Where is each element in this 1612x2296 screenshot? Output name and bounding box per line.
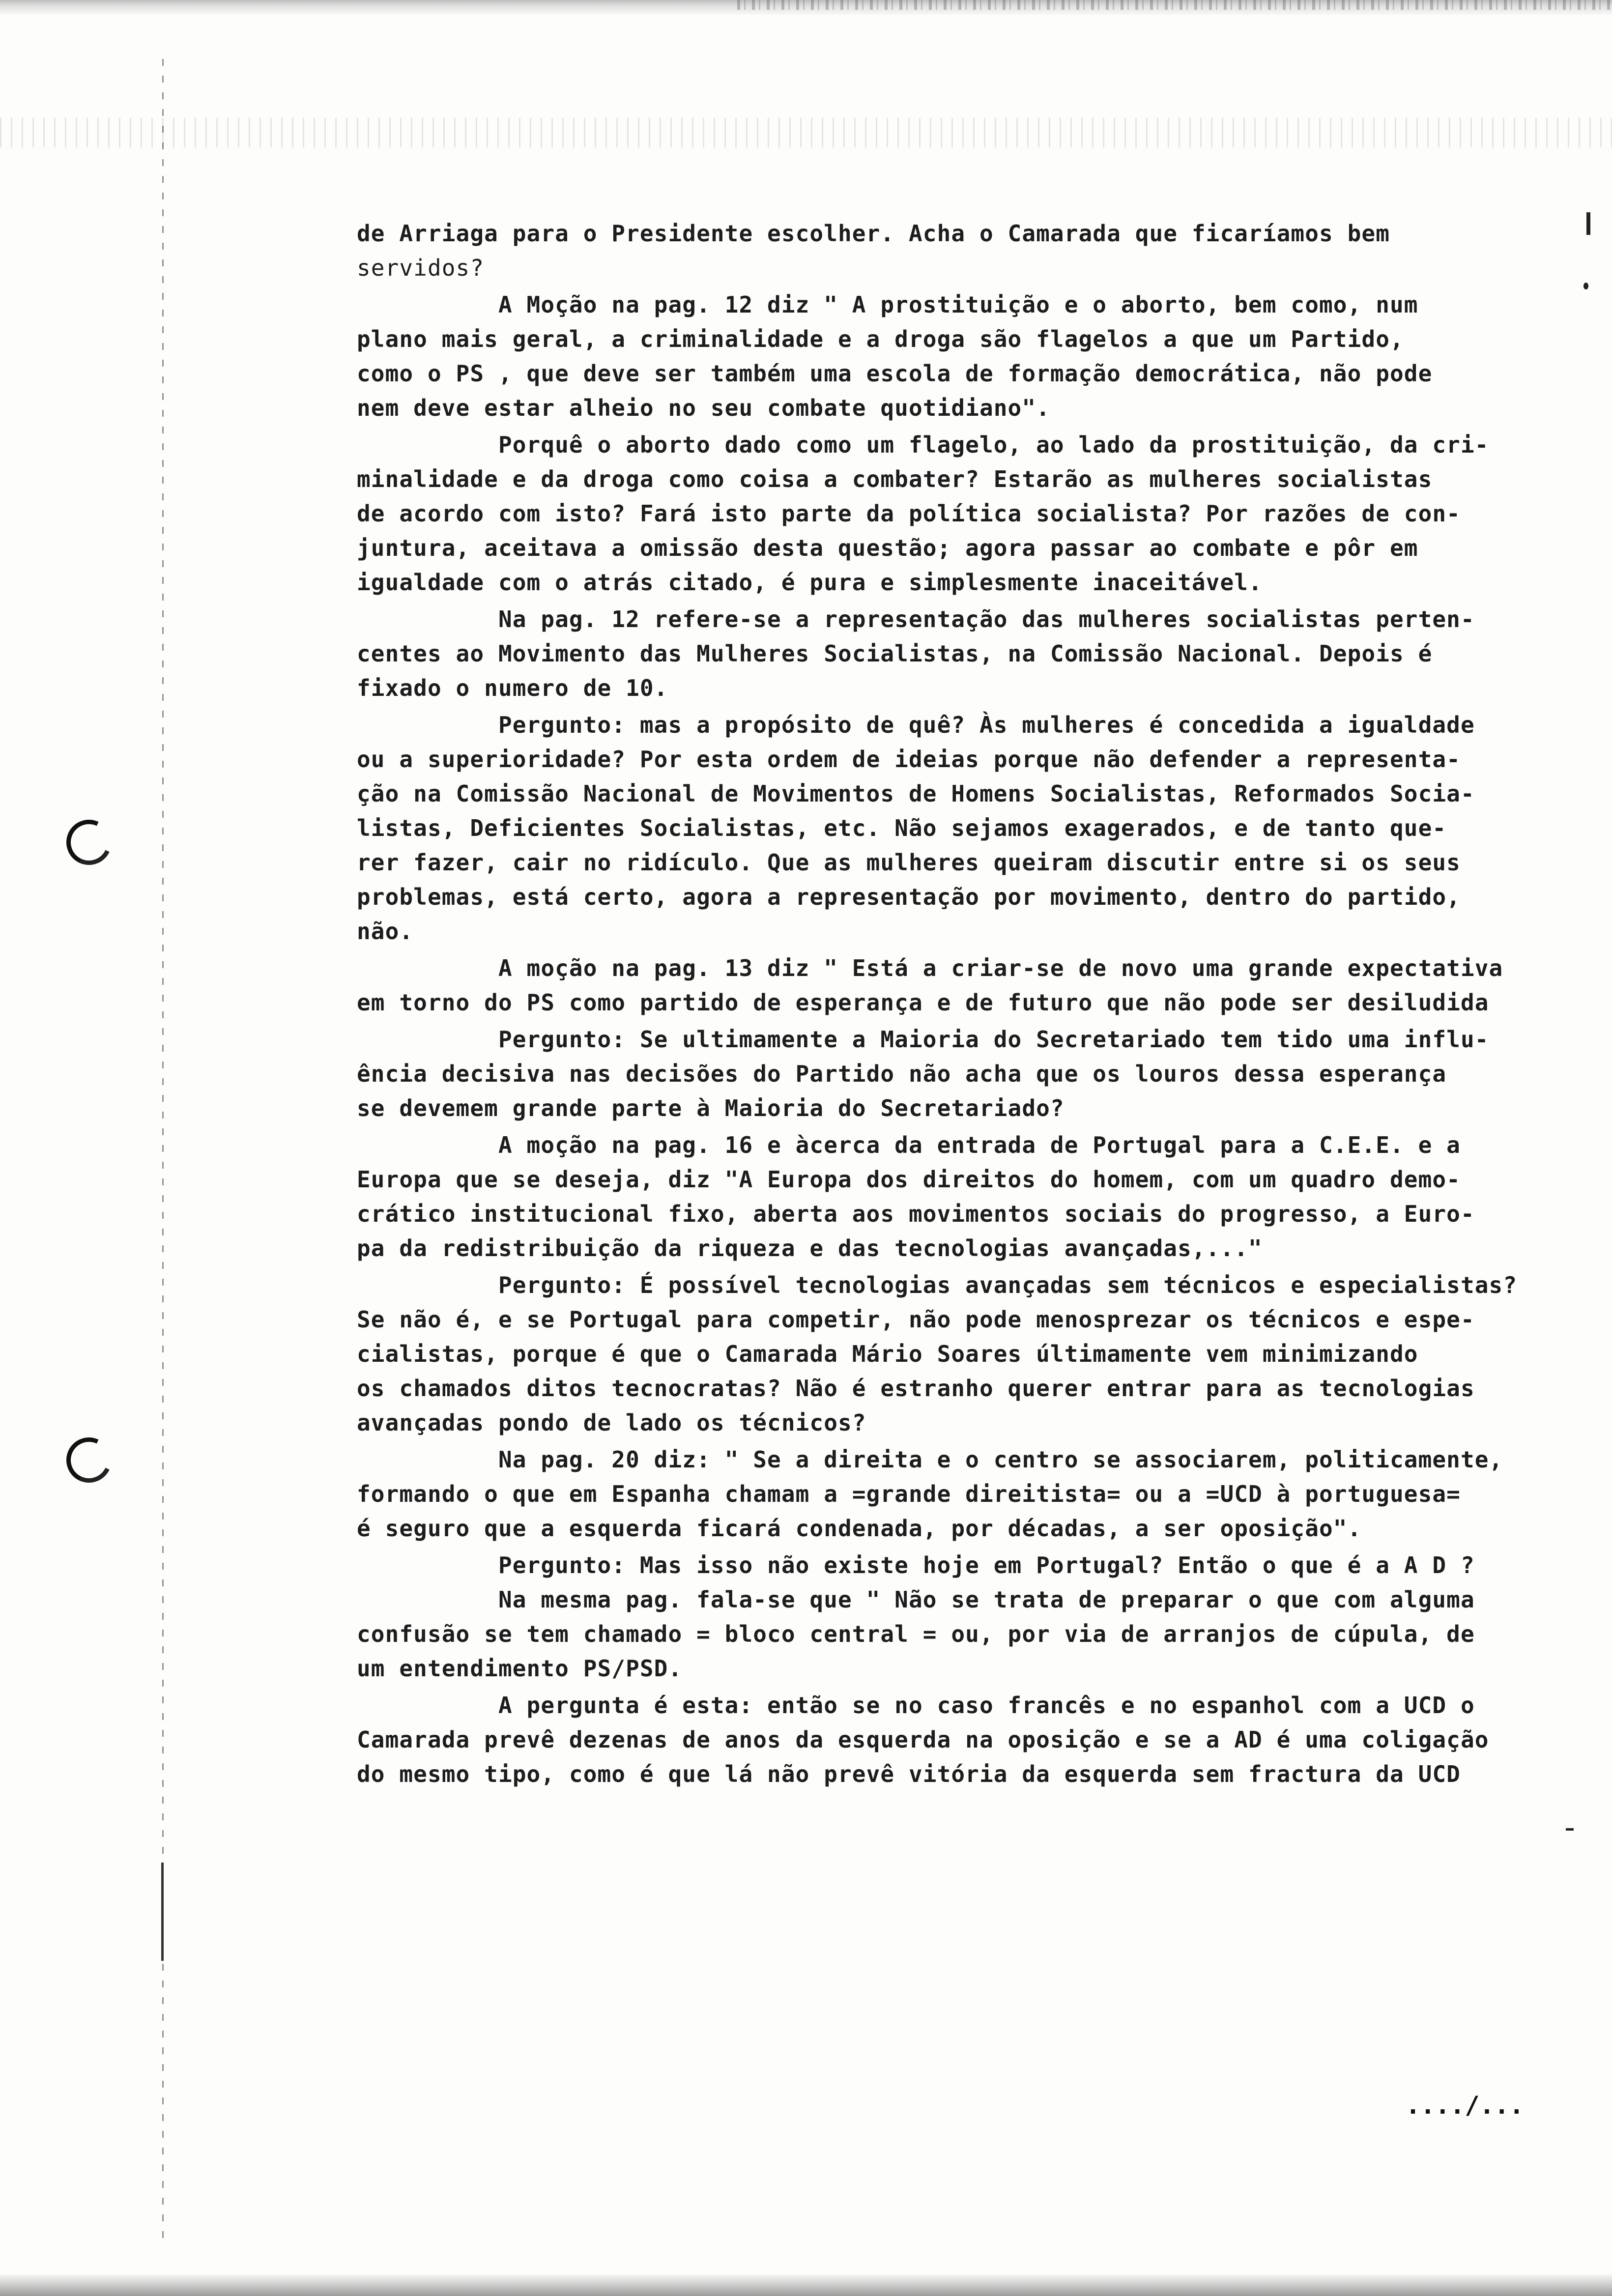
text-line: como o PS , que deve ser também uma escola de formação democrática, não pode xyxy=(357,360,1433,387)
text-line: Na mesma pag. fala-se que " Não se trata de preparar o que com alguma xyxy=(357,1586,1475,1613)
text-line: plano mais geral, a criminalidade e a droga são flagelos a que um Partido, xyxy=(357,326,1404,352)
text-line: os chamados ditos tecnocratas? Não é estranho querer entrar para as tecnologias xyxy=(357,1375,1475,1402)
text-line: Pergunto: Mas isso não existe hoje em Portugal? Então o que é a A D ? xyxy=(357,1552,1475,1578)
text-line: cialistas, porque é que o Camarada Mário Soares últimamente vem minimizando xyxy=(357,1341,1418,1367)
text-line: confusão se tem chamado = bloco central = ou, por via de arranjos de cúpula, de xyxy=(357,1621,1475,1647)
text-line: nem deve estar alheio no seu combate quotidiano". xyxy=(357,395,1050,421)
ink-mark xyxy=(1583,283,1588,289)
text-line: juntura, aceitava a omissão desta questão; agora passar ao combate e pôr em xyxy=(357,535,1418,561)
text-line: Se não é, e se Portugal para competir, não pode menosprezar os técnicos e espe- xyxy=(357,1306,1475,1333)
text-line: igualdade com o atrás citado, é pura e simplesmente inaceitável. xyxy=(357,569,1263,596)
text-line: Pergunto: mas a propósito de quê? Às mulheres é concedida a igualdade xyxy=(357,712,1475,738)
punch-hole-icon xyxy=(60,813,118,871)
text-line: A moção na pag. 16 e àcerca da entrada de Portugal para a C.E.E. e a xyxy=(357,1132,1461,1158)
text-line: problemas, está certo, agora a representação por movimento, dentro do partido, xyxy=(357,884,1461,910)
text-line: de Arriaga para o Presidente escolher. Acha o Camarada que ficaríamos bem xyxy=(357,220,1390,247)
text-line: ou a superioridade? Por esta ordem de ideias porque não defender a representa- xyxy=(357,746,1461,773)
text-line: formando o que em Espanha chamam a =grande direitista= ou a =UCD à portuguesa= xyxy=(357,1481,1461,1507)
text-line: listas, Deficientes Socialistas, etc. Não sejamos exagerados, e de tanto que- xyxy=(357,815,1447,841)
ink-mark xyxy=(161,1863,164,1961)
text-line: A pergunta é esta: então se no caso francês e no espanhol com a UCD o xyxy=(357,1692,1475,1719)
text-line: se devemem grande parte à Maioria do Secretariado? xyxy=(357,1095,1065,1121)
text-line: Porquê o aborto dado como um flagelo, ao lado da prostituição, da cri- xyxy=(357,431,1489,458)
text-line: de acordo com isto? Fará isto parte da política socialista? Por razões de con- xyxy=(357,500,1461,527)
text-line: não. xyxy=(357,918,414,945)
text-line: crático institucional fixo, aberta aos movimentos sociais do progresso, a Euro- xyxy=(357,1201,1475,1227)
text-line: pa da redistribuição da riqueza e das tecnologias avançadas,..." xyxy=(357,1235,1263,1262)
text-line: é seguro que a esquerda ficará condenada, por décadas, a ser oposição". xyxy=(357,1515,1362,1542)
continuation-marker: ..../... xyxy=(1406,2091,1524,2120)
text-line: ção na Comissão Nacional de Movimentos de Homens Socialistas, Reformados Socia- xyxy=(357,780,1475,807)
text-line: Pergunto: Se ultimamente a Maioria do Secretariado tem tido uma influ- xyxy=(357,1026,1489,1053)
punch-hole-icon xyxy=(60,1431,118,1489)
text-line: Pergunto: É possível tecnologias avançadas sem técnicos e especialistas? xyxy=(357,1272,1518,1298)
text-line: minalidade e da droga como coisa a combater? Estarão as mulheres socialistas xyxy=(357,466,1433,492)
text-line: servidos? xyxy=(357,255,485,281)
text-line: A moção na pag. 13 diz " Está a criar-se de novo uma grande expectativa xyxy=(357,955,1503,981)
scan-bottom-edge xyxy=(0,2274,1612,2296)
text-line: rer fazer, cair no ridículo. Que as mulheres queiram discutir entre si os seus xyxy=(357,849,1461,876)
text-line: fixado o numero de 10. xyxy=(357,675,668,701)
text-line: ência decisiva nas decisões do Partido não acha que os louros dessa esperança xyxy=(357,1061,1447,1087)
scan-grey-strip xyxy=(0,118,1612,147)
text-line: Camarada prevê dezenas de anos da esquerda na oposição e se a AD é uma coligação xyxy=(357,1726,1489,1753)
scan-top-noise xyxy=(737,0,1612,10)
text-line: do mesmo tipo, como é que lá não prevê vitória da esquerda sem fractura da UCD xyxy=(357,1761,1461,1787)
ink-mark xyxy=(1586,212,1590,235)
text-line: avançadas pondo de lado os técnicos? xyxy=(357,1409,866,1436)
text-line: em torno do PS como partido de esperança e de futuro que não pode ser desiludida xyxy=(357,989,1489,1016)
text-line: Europa que se deseja, diz "A Europa dos direitos do homem, com um quadro demo- xyxy=(357,1166,1461,1193)
text-line: um entendimento PS/PSD. xyxy=(357,1655,683,1682)
text-line: A Moção na pag. 12 diz " A prostituição e o aborto, bem como, num xyxy=(357,291,1418,318)
text-line: Na pag. 20 diz: " Se a direita e o centro se associarem, politicamente, xyxy=(357,1446,1503,1473)
ink-mark xyxy=(1566,1828,1574,1831)
text-line: centes ao Movimento das Mulheres Socialistas, na Comissão Nacional. Depois é xyxy=(357,640,1433,667)
text-line: Na pag. 12 refere-se a representação das mulheres socialistas perten- xyxy=(357,606,1475,632)
